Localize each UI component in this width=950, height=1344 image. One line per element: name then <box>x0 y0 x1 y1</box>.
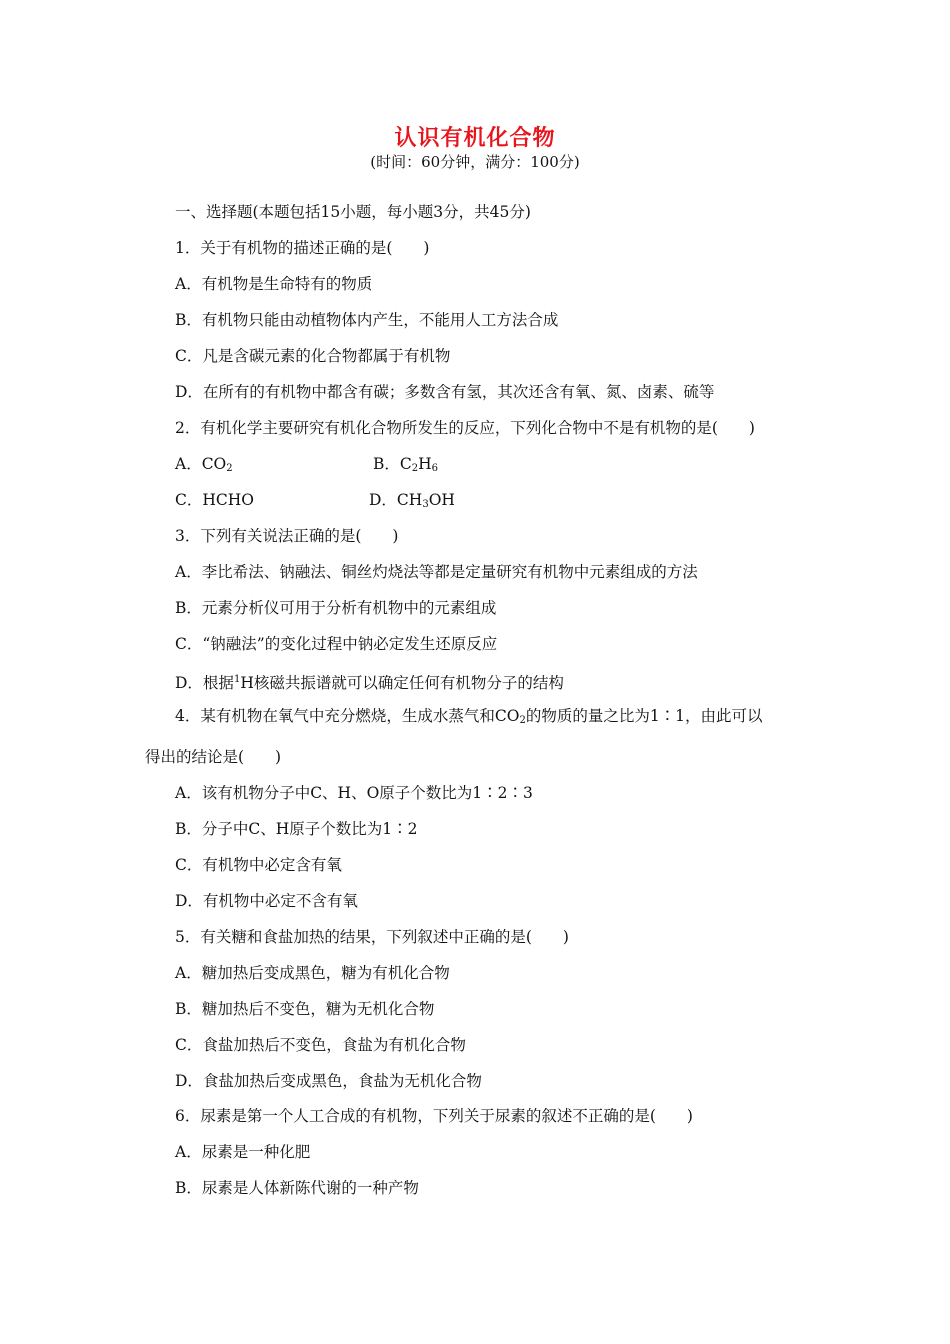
question-2-option-b <box>373 454 438 479</box>
question-1-option-a: A．有机物是生命特有的物质 <box>175 275 373 293</box>
question-1-option-b: B．有机物只能由动植物体内产生，不能用人工方法合成 <box>175 311 559 329</box>
question-2-option-c: C．HCHO <box>175 491 254 509</box>
question-5-option-d: D．食盐加热后变成黑色，食盐为无机化合物 <box>175 1072 482 1090</box>
question-3-option-c: C．“钠融法”的变化过程中钠必定发生还原反应 <box>175 635 498 653</box>
question-4-stem-continued: 得出的结论是( ) <box>145 748 282 766</box>
subscript: 6 <box>431 463 439 474</box>
superscript: 1 <box>233 674 241 685</box>
option-text: A．CO <box>175 455 227 473</box>
question-4-option-c: C．有机物中必定含有氧 <box>175 856 342 874</box>
page-title: 认识有机化合物 <box>394 126 556 151</box>
option-text: B．C <box>373 455 412 473</box>
exam-info: (时间：60分钟，满分：100分) <box>370 153 580 171</box>
stem-text: 的物质的量之比为1∶1，由此可以 <box>525 707 763 725</box>
question-5-option-c: C．食盐加热后不变色，食盐为有机化合物 <box>175 1036 466 1054</box>
option-text: H核磁共振谱就可以确定任何有机物分子的结构 <box>240 674 564 692</box>
subscript: 3 <box>422 499 429 510</box>
question-4-option-d: D．有机物中必定不含有氧 <box>175 892 358 910</box>
question-6-option-a: A．尿素是一种化肥 <box>175 1143 311 1161</box>
question-2-stem: 2．有机化学主要研究有机化合物所发生的反应，下列化合物中不是有机物的是( ) <box>175 419 755 437</box>
question-3-option-a: A．李比希法、钠融法、铜丝灼烧法等都是定量研究有机物中元素组成的方法 <box>175 563 698 581</box>
question-6-stem: 6．尿素是第一个人工合成的有机物，下列关于尿素的叙述不正确的是( ) <box>175 1107 693 1125</box>
option-text: OH <box>428 491 455 509</box>
question-5-option-a: A．糖加热后变成黑色，糖为有机化合物 <box>175 964 450 982</box>
question-6-option-b: B．尿素是人体新陈代谢的一种产物 <box>175 1179 419 1197</box>
question-5-stem: 5．有关糖和食盐加热的结果，下列叙述中正确的是( ) <box>175 928 569 946</box>
option-text: H <box>418 455 432 473</box>
question-3-stem: 3．下列有关说法正确的是( ) <box>175 527 399 545</box>
subscript: 2 <box>519 715 526 726</box>
question-1-option-c: C．凡是含碳元素的化合物都属于有机物 <box>175 347 451 365</box>
question-1-stem: 1．关于有机物的描述正确的是( ) <box>175 239 430 257</box>
question-4-stem <box>175 706 763 731</box>
subscript: 2 <box>411 463 419 474</box>
option-text: D．CH <box>369 491 423 509</box>
subscript: 2 <box>226 463 233 474</box>
stem-text: 4．某有机物在氧气中充分燃烧，生成水蒸气和CO <box>175 707 520 725</box>
question-4-option-a: A．该有机物分子中C、H、O原子个数比为1∶2∶3 <box>175 784 533 802</box>
question-2-option-d <box>369 490 455 515</box>
question-4-option-b: B．分子中C、H原子个数比为1∶2 <box>175 820 418 838</box>
section-heading: 一、选择题(本题包括15小题，每小题3分，共45分) <box>175 203 531 221</box>
question-1-option-d: D．在所有的有机物中都含有碳；多数含有氢，其次还含有氧、氮、卤素、硫等 <box>175 383 715 401</box>
question-3-option-d <box>175 670 564 693</box>
option-text: D．根据 <box>175 674 234 692</box>
question-5-option-b: B．糖加热后不变色，糖为无机化合物 <box>175 1000 435 1018</box>
question-3-option-b: B．元素分析仪可用于分析有机物中的元素组成 <box>175 599 497 617</box>
question-2-option-a <box>175 454 233 479</box>
